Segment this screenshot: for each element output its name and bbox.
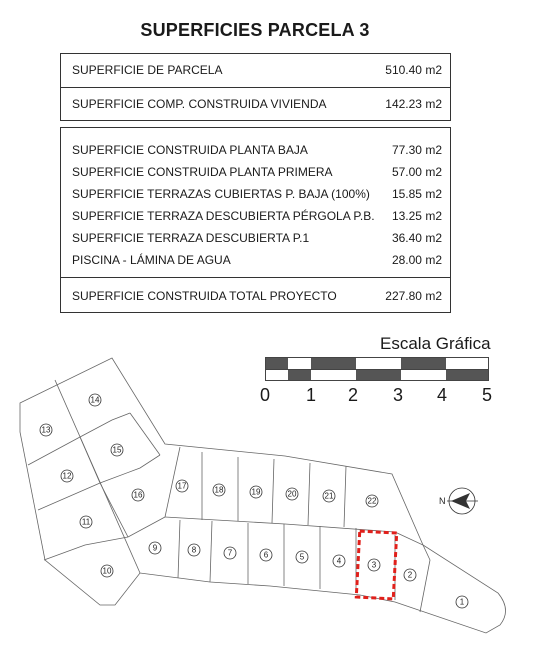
lot-marker	[40, 424, 52, 436]
lot-marker	[260, 549, 272, 561]
lot-marker	[250, 486, 262, 498]
row-label: SUPERFICIE TERRAZA DESCUBIERTA PÉRGOLA P.B.	[72, 209, 375, 223]
lot-marker	[80, 516, 92, 528]
row-label: SUPERFICIE COMP. CONSTRUIDA VIVIENDA	[72, 97, 327, 111]
lot-number: 8	[191, 545, 197, 555]
lot-marker	[333, 555, 345, 567]
lot-marker	[368, 559, 380, 571]
lot-number: 11	[81, 517, 91, 527]
row-value: 142.23 m2	[385, 97, 442, 111]
scale-number: 4	[436, 385, 447, 405]
lot-marker	[404, 569, 416, 581]
scale-number: 1	[305, 385, 316, 405]
lot-number: 15	[112, 445, 122, 455]
row-label: SUPERFICIE CONSTRUIDA PLANTA PRIMERA	[72, 165, 333, 179]
lot-marker	[101, 565, 113, 577]
lot-number: 13	[41, 425, 51, 435]
lot-number: 14	[90, 395, 100, 405]
lot-number: 21	[324, 491, 334, 501]
lot-marker	[132, 489, 144, 501]
lot-number: 5	[299, 552, 305, 562]
lot-number: 6	[263, 550, 269, 560]
row-label: PISCINA - LÁMINA DE AGUA	[72, 253, 231, 267]
page-title: SUPERFICIES PARCELA 3	[140, 20, 370, 40]
row-value: 227.80 m2	[385, 289, 442, 303]
lot-number: 17	[177, 481, 187, 491]
lot-number: 20	[287, 489, 297, 499]
lot-marker	[224, 547, 236, 559]
lot-number: 19	[251, 487, 261, 497]
lot-number: 3	[371, 560, 377, 570]
row-label: SUPERFICIE TERRAZAS CUBIERTAS P. BAJA (100%)	[72, 187, 370, 201]
lot-number: 4	[336, 556, 342, 566]
lot-number: 16	[133, 490, 143, 500]
lot-divider	[308, 463, 310, 525]
row-value: 510.40 m2	[385, 63, 442, 77]
row-value: 36.40 m2	[391, 231, 442, 245]
row-value: 77.30 m2	[391, 143, 442, 157]
lot-number: 12	[62, 471, 72, 481]
lot-marker	[323, 490, 335, 502]
lot-marker	[149, 542, 161, 554]
row-label: SUPERFICIE CONSTRUIDA TOTAL PROYECTO	[72, 289, 337, 303]
north-label: N	[439, 496, 446, 506]
highlighted-plot	[356, 531, 396, 599]
lot-marker	[296, 551, 308, 563]
row-label: SUPERFICIE DE PARCELA	[72, 63, 223, 77]
lot-divider	[178, 520, 180, 578]
lot-number: 7	[227, 548, 233, 558]
lot-divider	[272, 459, 274, 523]
row-value: 28.00 m2	[391, 253, 442, 267]
lot-marker	[89, 394, 101, 406]
lot-number: 9	[152, 543, 158, 553]
scale-title: Escala Gráfica	[380, 334, 491, 353]
lot-marker	[366, 495, 378, 507]
row-value: 13.25 m2	[391, 209, 442, 223]
lot-divider	[395, 532, 430, 612]
row-value: 15.85 m2	[391, 187, 442, 201]
scale-number: 5	[481, 385, 492, 405]
lot-marker	[188, 544, 200, 556]
lot-marker	[111, 444, 123, 456]
lot-divider	[38, 455, 160, 510]
lot-divider	[44, 517, 165, 560]
lot-number: 22	[367, 496, 377, 506]
lot-number: 2	[407, 570, 413, 580]
lot-marker	[176, 480, 188, 492]
north-arrow-icon	[439, 488, 478, 514]
row-label: SUPERFICIE TERRAZA DESCUBIERTA P.1	[72, 231, 310, 245]
scale-number: 0	[259, 385, 270, 405]
lot-number: 1	[459, 597, 465, 607]
lot-number: 18	[214, 485, 224, 495]
lot-marker	[213, 484, 225, 496]
lot-divider	[344, 466, 346, 527]
lot-number: 10	[102, 566, 112, 576]
scale-number: 3	[392, 385, 403, 405]
lot-marker	[456, 596, 468, 608]
lot-divider	[28, 413, 130, 465]
row-label: SUPERFICIE CONSTRUIDA PLANTA BAJA	[72, 143, 308, 157]
lot-divider	[130, 413, 160, 455]
lot-marker	[286, 488, 298, 500]
lot-marker	[61, 470, 73, 482]
scale-number: 2	[347, 385, 358, 405]
row-value: 57.00 m2	[391, 165, 442, 179]
lot-divider	[210, 521, 212, 582]
